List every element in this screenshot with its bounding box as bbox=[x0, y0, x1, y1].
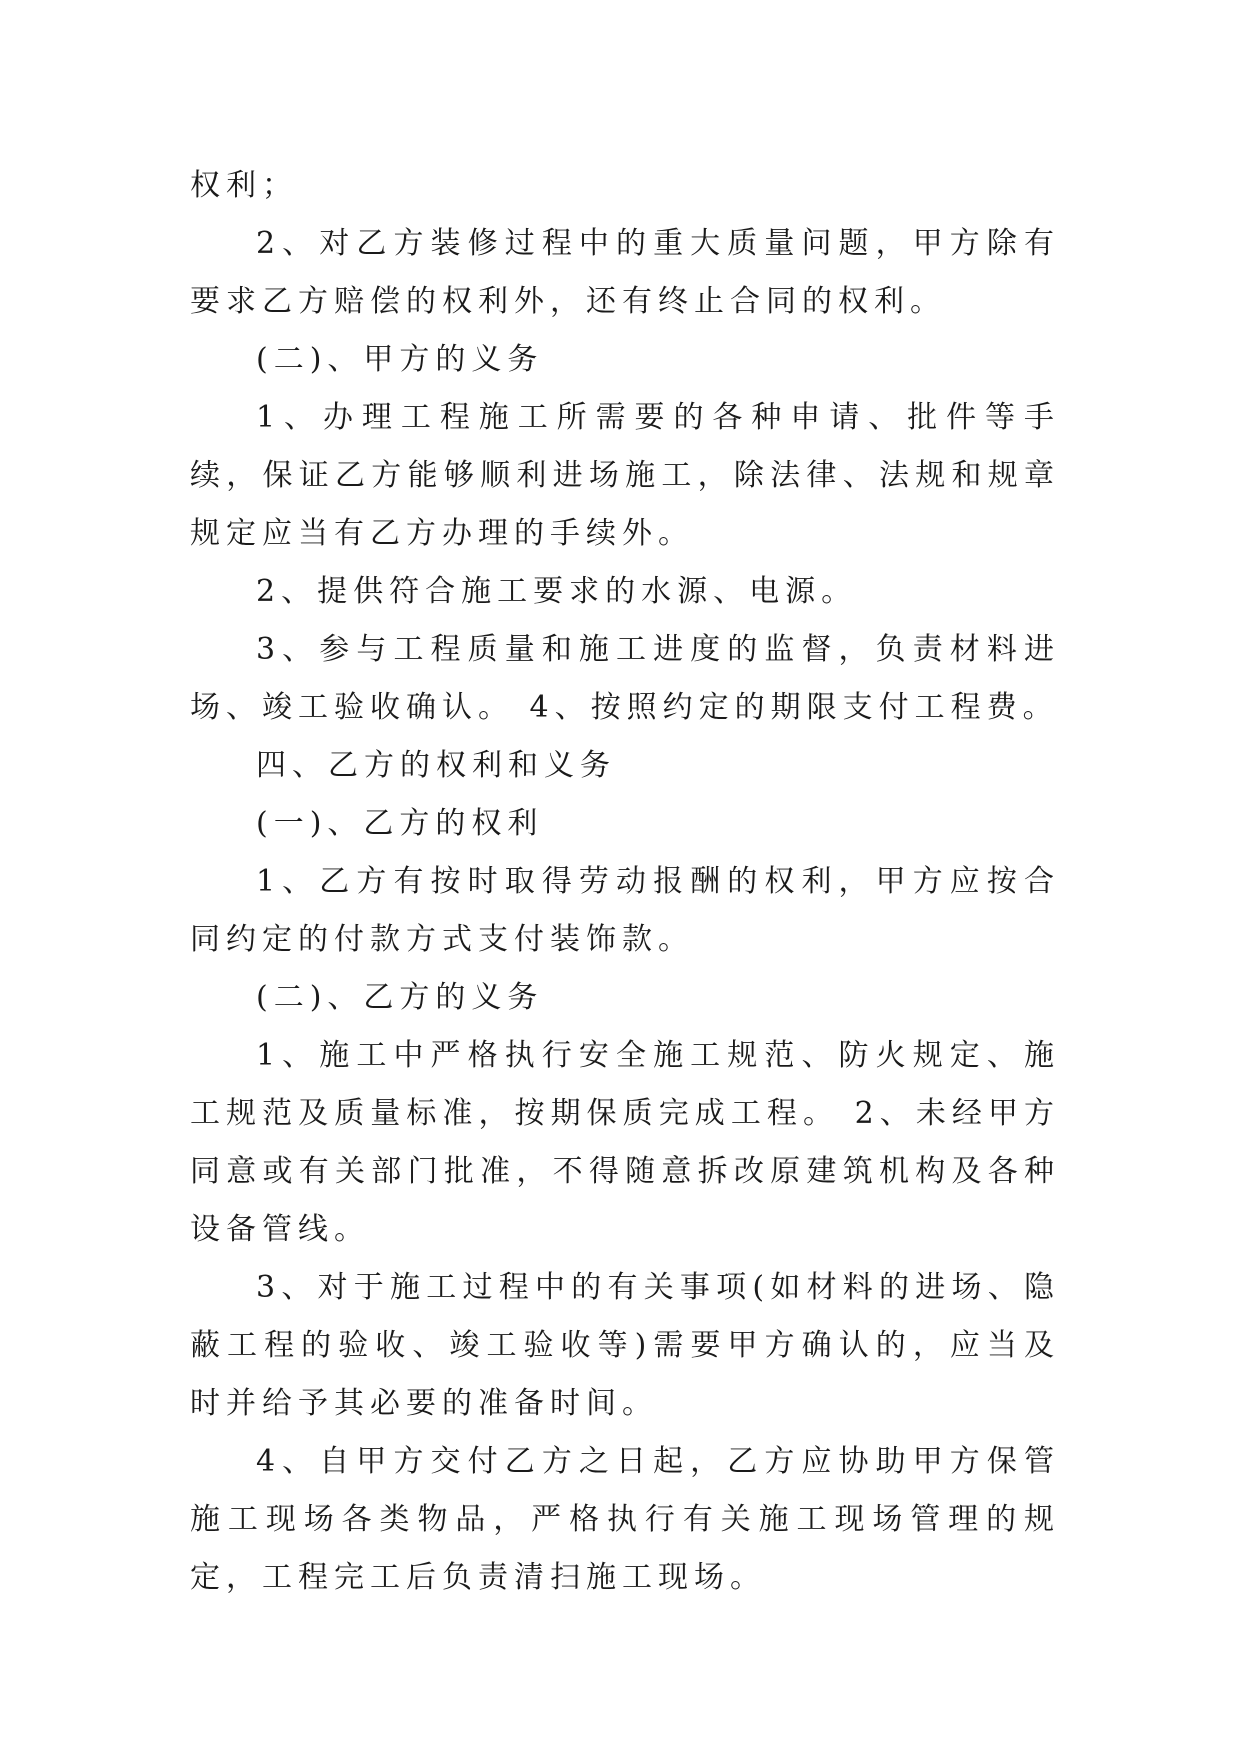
paragraph-rights-continued: 权利； bbox=[190, 168, 298, 203]
heading-party-b-rights-obligations: 四、乙方的权利和义务 bbox=[256, 748, 616, 783]
heading-party-b-obligations: (二)、乙方的义务 bbox=[256, 980, 544, 1015]
paragraph-quality-issue: 2、对乙方装修过程中的重大质量问题，甲方除有要求乙方赔偿的权利外，还有终止合同的权利。 bbox=[190, 226, 1060, 319]
paragraph-site-management: 4、自甲方交付乙方之日起，乙方应协助甲方保管施工现场各类物品，严格执行有关施工现场管理的规定，工程完工后负责清扫施工现场。 bbox=[190, 1444, 1060, 1595]
paragraph-remuneration: 1、乙方有按时取得劳动报酬的权利，甲方应按合同约定的付款方式支付装饰款。 bbox=[190, 864, 1060, 957]
paragraph-confirmation: 3、对于施工过程中的有关事项(如材料的进场、隐蔽工程的验收、竣工验收等)需要甲方确认的，应当及时并给予其必要的准备时间。 bbox=[190, 1270, 1060, 1421]
paragraph-supervision-payment: 3、参与工程质量和施工进度的监督，负责材料进场、竣工验收确认。 4、按照约定的期限支付工程费。 bbox=[190, 632, 1060, 725]
paragraph-permits: 1、办理工程施工所需要的各种申请、批件等手续，保证乙方能够顺利进场施工，除法律、法规和规章规定应当有乙方办理的手续外。 bbox=[190, 400, 1060, 551]
document-body bbox=[190, 157, 1060, 1607]
heading-party-b-rights: (一)、乙方的权利 bbox=[256, 806, 544, 841]
paragraph-water-power: 2、提供符合施工要求的水源、电源。 bbox=[256, 574, 858, 609]
paragraph-safety-standards: 1、施工中严格执行安全施工规范、防火规定、施工规范及质量标准，按期保质完成工程。 2、未经甲方同意或有关部门批准，不得随意拆改原建筑机构及各种设备管线。 bbox=[190, 1038, 1060, 1247]
heading-party-a-obligations: (二)、甲方的义务 bbox=[256, 342, 544, 377]
